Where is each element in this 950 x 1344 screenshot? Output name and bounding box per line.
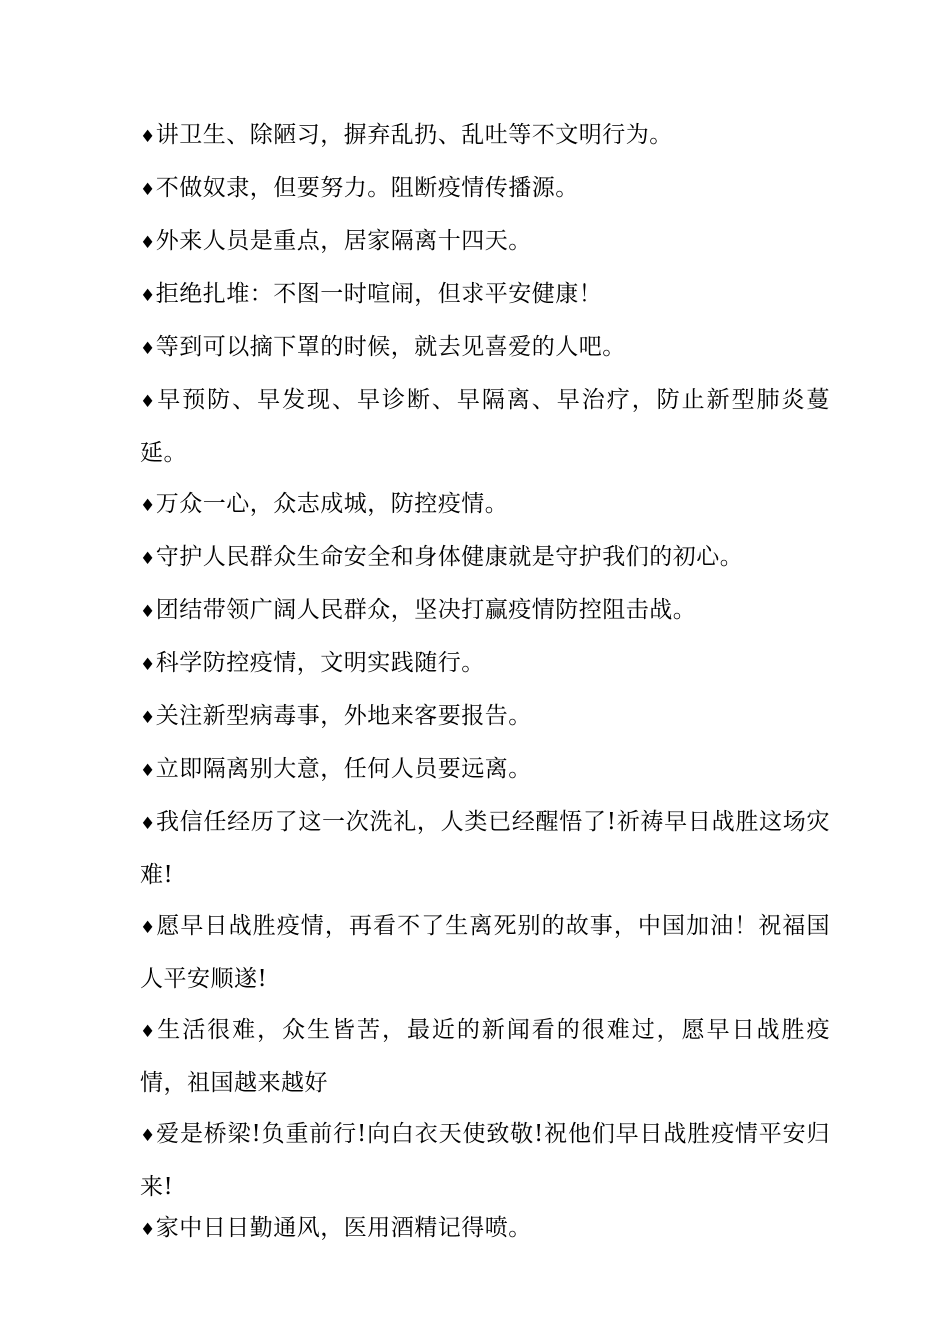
slogan-paragraph (140, 744, 830, 797)
diamond-bullet-icon: ♦ (140, 1126, 157, 1146)
slogan-text: 守护人民群众生命安全和身体健康就是守护我们的初心。 (155, 544, 744, 570)
slogan-paragraph (140, 375, 830, 479)
slogan-text: 愿早日战胜疫情，再看不了生离死别的故事，中国加油！祝福国人平安顺遂! (140, 913, 830, 992)
slogan-paragraph (140, 269, 830, 322)
slogan-paragraph (140, 1203, 830, 1256)
slogan-text: 家中日日勤通风，医用酒精记得喷。 (155, 1215, 532, 1241)
slogan-paragraph (140, 1109, 830, 1213)
diamond-bullet-icon: ♦ (140, 708, 156, 728)
diamond-bullet-icon: ♦ (140, 602, 156, 622)
diamond-bullet-icon: ♦ (140, 918, 157, 938)
slogan-text: 万众一心，众志成城，防控疫情。 (155, 491, 509, 517)
slogan-text: 团结带领广阔人民群众，坚决打赢疫情防控阻击战。 (155, 597, 697, 623)
slogan-text: 讲卫生、除陋习，摒弃乱扔、乱吐等不文明行为。 (155, 122, 673, 148)
diamond-bullet-icon: ♦ (140, 761, 156, 781)
slogan-text: 生活很难，众生皆苦，最近的新闻看的很难过，愿早日战胜疫情，祖国越来越好 (140, 1017, 830, 1096)
slogan-paragraph (140, 216, 830, 269)
diamond-bullet-icon: ♦ (140, 655, 156, 675)
diamond-bullet-icon: ♦ (140, 496, 156, 516)
slogan-paragraph (140, 479, 830, 532)
slogan-text: 关注新型病毒事，外地来客要报告。 (155, 703, 532, 729)
diamond-bullet-icon: ♦ (140, 1022, 158, 1042)
diamond-bullet-icon: ♦ (140, 814, 156, 834)
diamond-bullet-icon: ♦ (140, 127, 156, 147)
slogan-text: 不做奴隶，但要努力。阻断疫情传播源。 (155, 175, 579, 201)
slogan-text: 科学防控疫情，文明实践随行。 (155, 650, 485, 676)
diamond-bullet-icon: ♦ (140, 339, 156, 359)
diamond-bullet-icon: ♦ (140, 392, 158, 412)
diamond-bullet-icon: ♦ (140, 1220, 156, 1240)
diamond-bullet-icon: ♦ (140, 180, 156, 200)
slogan-text: 早预防、早发现、早诊断、早隔离、早治疗，防止新型肺炎蔓延。 (140, 387, 830, 466)
slogan-paragraph (140, 901, 830, 1005)
diamond-bullet-icon: ♦ (140, 286, 156, 306)
slogan-text: 爱是桥梁!负重前行!向白衣天使致敬!祝他们早日战胜疫情平安归来! (140, 1121, 830, 1200)
slogan-paragraph (140, 1005, 830, 1109)
slogan-paragraph (140, 638, 830, 691)
slogan-paragraph (140, 163, 830, 216)
slogan-text: 等到可以摘下罩的时候，就去见喜爱的人吧。 (155, 334, 626, 360)
slogan-text: 立即隔离别大意，任何人员要远离。 (155, 756, 532, 782)
slogan-paragraph (140, 691, 830, 744)
slogan-text: 外来人员是重点，居家隔离十四天。 (155, 228, 532, 254)
slogan-paragraph (140, 797, 830, 901)
slogan-paragraph (140, 110, 830, 163)
diamond-bullet-icon: ♦ (140, 233, 156, 253)
slogan-paragraph (140, 585, 830, 638)
diamond-bullet-icon: ♦ (140, 549, 156, 569)
slogan-paragraph (140, 322, 830, 375)
slogan-paragraph (140, 532, 830, 585)
slogan-list (140, 110, 830, 1256)
slogan-text: 拒绝扎堆：不图一时喧闹，但求平安健康！ (155, 281, 603, 307)
slogan-text: 我信任经历了这一次洗礼，人类已经醒悟了!祈祷早日战胜这场灾难! (140, 809, 830, 888)
